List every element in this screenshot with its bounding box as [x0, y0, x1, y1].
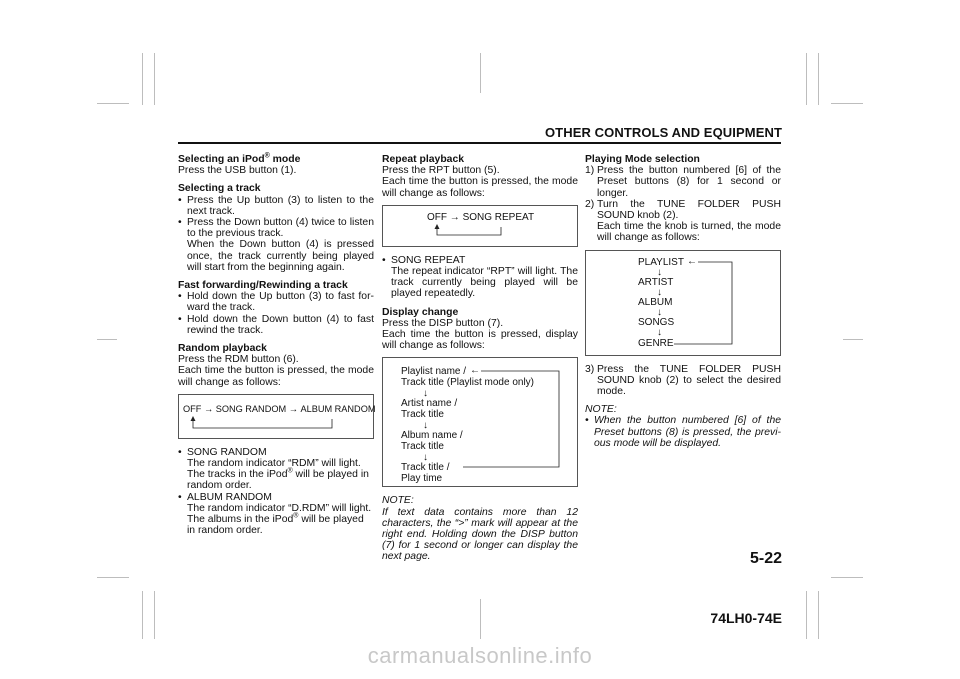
repeat-text: Each time the button is pressed, the mode will change as follows: — [382, 176, 578, 199]
list-item: • Press the Up button (3) to listen to the next track. — [178, 194, 374, 217]
header-rule — [178, 142, 781, 144]
song-random-text: The random indicator “RDM” will light. — [187, 458, 361, 470]
ff-heading: Fast forwarding/Rewinding a track — [178, 280, 348, 292]
left-arrow: ← — [687, 255, 697, 267]
crop-mark — [480, 599, 481, 639]
column-2 — [382, 154, 578, 563]
step-text: Each time the knob is turned, the mode will change as follows: — [597, 221, 781, 244]
note-label: NOTE: — [585, 404, 617, 416]
loop-arrow — [383, 206, 579, 246]
down-arrow: ↓ — [657, 326, 662, 338]
diagram-label: ALBUM — [638, 296, 673, 308]
list-item: • When the button numbered [6] of the Preset buttons (8) is pressed, the previ-ous mode will be displayed. — [585, 415, 781, 449]
crop-mark — [818, 591, 819, 639]
diagram-label: Track title (Playlist mode only) — [401, 377, 534, 389]
diagram-label: Track title / — [401, 462, 450, 474]
loop-line — [383, 358, 579, 486]
note-label: NOTE: — [382, 495, 414, 507]
left-arrow: ← — [470, 365, 480, 377]
section-title: OTHER CONTROLS AND EQUIPMENT — [544, 125, 782, 140]
watermark: carmanualsonline.info — [367, 643, 593, 668]
crop-mark — [818, 53, 819, 105]
list-item: • Hold down the Up button (3) to fast for-ward the track. — [178, 291, 374, 314]
random-text: Each time the button is pressed, the mode will change as follows: — [178, 365, 374, 388]
repeat-text: Press the RPT button (5). — [382, 165, 500, 177]
crop-mark — [142, 53, 143, 105]
down-arrow: ↓ — [657, 286, 662, 298]
diagram-label: Album name / — [401, 430, 463, 442]
down-arrow: ↓ — [423, 388, 428, 400]
crop-mark — [806, 591, 807, 639]
track-note: When the Down button (4) is pressed once, the track currently being played will start from the beginning again. — [187, 239, 374, 273]
crop-mark — [154, 591, 155, 639]
diagram-label: Artist name / — [401, 398, 458, 410]
crop-mark — [831, 103, 863, 104]
list-item: 1) Press the button numbered [6] of the Preset buttons (8) for 1 second or longer. — [585, 165, 781, 199]
display-text: Press the DISP button (7). — [382, 317, 504, 329]
diagram-label: Track title — [401, 441, 444, 453]
page-number: 5-22 — [749, 550, 782, 567]
diagram-label: OFF → SONG REPEAT — [427, 211, 535, 223]
diagram-label: PLAYLIST — [638, 256, 684, 268]
display-mode-diagram — [382, 357, 578, 487]
crop-mark — [97, 577, 129, 578]
song-random-text: The tracks in the iPod® will be played in random order. — [187, 467, 369, 492]
doc-code: 74LH0-74E — [710, 610, 782, 626]
ipod-mode-heading: Selecting an iPod® mode — [178, 152, 301, 165]
diagram-label: SONGS — [638, 316, 675, 328]
crop-mark — [97, 339, 117, 340]
list-item: 2) Turn the TUNE FOLDER PUSH SOUND knob (2). — [585, 198, 781, 222]
display-text: Each time the button is pressed, display will change as follows: — [382, 329, 578, 352]
list-item: • ALBUM RANDOM — [178, 491, 272, 503]
random-text: Press the RDM button (6). — [178, 354, 299, 366]
playing-mode-diagram — [585, 250, 781, 356]
crop-mark — [831, 577, 863, 578]
song-repeat-text: The repeat indicator “RPT” will light. The track currently being played will be played repeatedly. — [391, 266, 578, 300]
album-random-text: The albums in the iPod® will be played in random order. — [187, 512, 364, 537]
mode-heading: Playing Mode selection — [585, 154, 700, 165]
diagram-label: Play time — [401, 473, 443, 485]
down-arrow: ↓ — [423, 420, 428, 432]
crop-mark — [843, 339, 863, 340]
down-arrow: ↓ — [423, 452, 428, 464]
column-3 — [585, 154, 781, 449]
column-1 — [178, 154, 374, 536]
list-item: • SONG RANDOM — [178, 446, 267, 458]
diagram-label: ARTIST — [638, 276, 674, 288]
crop-mark — [142, 591, 143, 639]
random-mode-diagram — [178, 394, 374, 439]
random-heading: Random playback — [178, 343, 267, 355]
crop-mark — [806, 53, 807, 105]
crop-mark — [97, 103, 129, 104]
loop-arrow — [179, 395, 375, 438]
track-heading: Selecting a track — [178, 183, 261, 195]
repeat-heading: Repeat playback — [382, 154, 465, 165]
diagram-label: OFF → SONG RANDOM → ALBUM RANDOM — [183, 403, 376, 414]
ipod-mode-text: Press the USB button (1). — [178, 165, 297, 177]
list-item: • SONG REPEAT — [382, 254, 466, 266]
list-item: • Press the Down button (4) twice to listen to the previous track. — [178, 217, 374, 240]
loop-line — [586, 251, 782, 355]
down-arrow: ↓ — [657, 306, 662, 318]
diagram-label: GENRE — [638, 337, 674, 349]
album-random-text: The random indicator “D.RDM” will light. — [187, 502, 372, 514]
list-item: 3) Press the TUNE FOLDER PUSH SOUND knob (2) to select the desired mode. — [585, 363, 781, 398]
display-heading: Display change — [382, 306, 459, 318]
crop-mark — [480, 53, 481, 93]
repeat-mode-diagram — [382, 205, 578, 247]
crop-mark — [154, 53, 155, 105]
list-item: • Hold down the Down button (4) to fast rewind the track. — [178, 313, 374, 336]
diagram-label: Track title — [401, 409, 444, 421]
note-text: If text data contains more than 12 characters, the “>” mark will appear at the right end. Holding down the DISP button (7) for 1 second or longer can display the next page. — [382, 506, 578, 563]
down-arrow: ↓ — [657, 266, 662, 278]
diagram-label: Playlist name / — [401, 366, 467, 378]
